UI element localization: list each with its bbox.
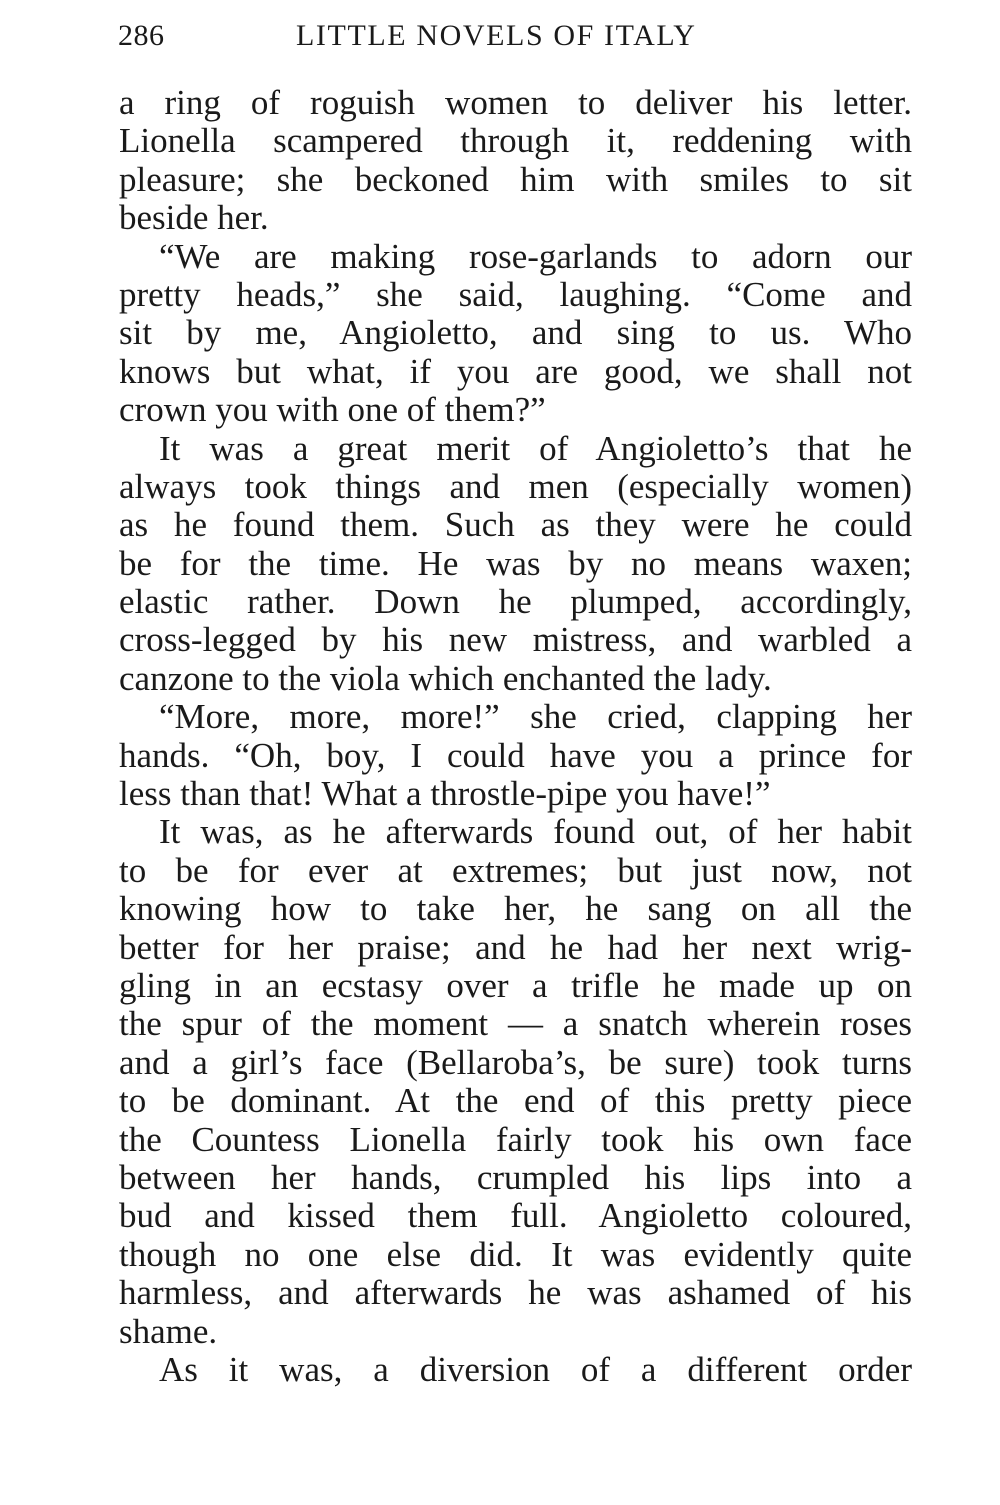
text-line: the spur of the moment — a snatch wherein roses xyxy=(119,1004,912,1044)
text-line: beside her. xyxy=(119,198,269,238)
body-text xyxy=(119,84,912,1389)
text-line: shame. xyxy=(119,1311,218,1351)
text-line: less than that! What a throstle-pipe you have!” xyxy=(119,774,771,814)
text-line: the Countess Lionella fairly took his own face xyxy=(119,1119,912,1159)
text-line: between her hands, crumpled his lips into a xyxy=(119,1157,912,1197)
text-line: as he found them. Such as they were he could xyxy=(119,505,912,545)
text-line: harmless, and afterwards he was ashamed of his xyxy=(119,1273,912,1313)
text-line: pretty heads,” she said, laughing. “Come and xyxy=(119,274,912,314)
text-line: to be for ever at extremes; but just now, not xyxy=(119,850,912,890)
text-line: sit by me, Angioletto, and sing to us. Who xyxy=(119,313,912,353)
running-title: LITTLE NOVELS OF ITALY xyxy=(296,19,697,52)
text-line: elastic rather. Down he plumped, accordingly, xyxy=(119,582,912,622)
text-line: canzone to the viola which enchanted the lady. xyxy=(119,658,772,698)
text-line: “We are making rose-garlands to adorn our xyxy=(159,236,912,276)
text-line: to be dominant. At the end of this pretty piece xyxy=(119,1081,912,1121)
text-line: and a girl’s face (Bellaroba’s, be sure) took turns xyxy=(119,1042,912,1082)
text-line: knows but what, if you are good, we shall not xyxy=(119,351,912,391)
text-line: always took things and men (especially women) xyxy=(119,466,912,506)
text-line: gling in an ecstasy over a trifle he made up on xyxy=(119,965,912,1005)
text-line: It was, as he afterwards found out, of her habit xyxy=(159,812,912,852)
text-line: As it was, a diversion of a different order xyxy=(159,1349,912,1389)
page-header xyxy=(118,14,918,58)
text-line: crown you with one of them?” xyxy=(119,390,546,430)
text-line: be for the time. He was by no means waxen; xyxy=(119,543,912,583)
page-number: 286 xyxy=(118,19,165,52)
text-line: a ring of roguish women to deliver his letter. xyxy=(119,83,912,122)
text-line: hands. “Oh, boy, I could have you a prince for xyxy=(119,735,912,775)
text-line: knowing how to take her, he sang on all the xyxy=(119,889,912,929)
text-line: pleasure; she beckoned him with smiles to sit xyxy=(119,159,912,199)
text-line: better for her praise; and he had her next wrig- xyxy=(119,927,912,967)
text-line: “More, more, more!” she cried, clapping her xyxy=(159,697,912,737)
text-line: cross-legged by his new mistress, and warbled a xyxy=(119,620,912,660)
text-line: bud and kissed them full. Angioletto coloured, xyxy=(119,1196,912,1236)
text-line: Lionella scampered through it, reddening with xyxy=(119,121,912,161)
text-line: though no one else did. It was evidently quite xyxy=(119,1234,912,1274)
text-line: It was a great merit of Angioletto’s that he xyxy=(159,428,912,468)
